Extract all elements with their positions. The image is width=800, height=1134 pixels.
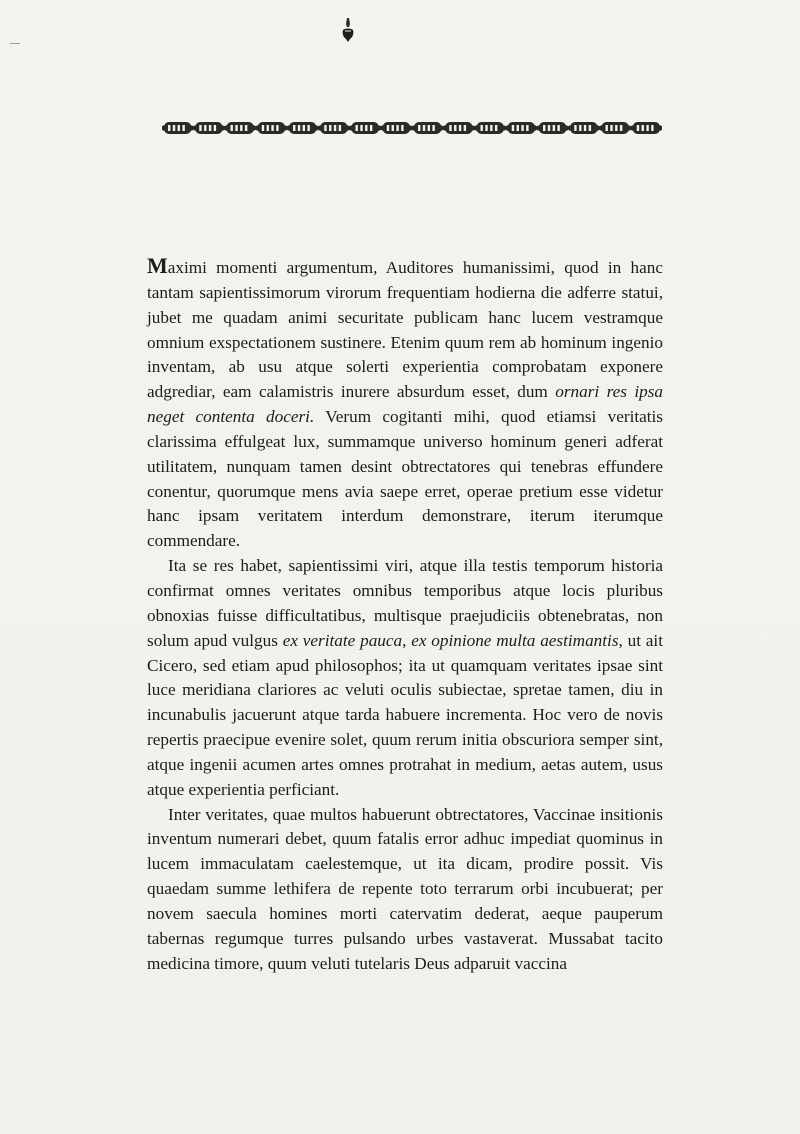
- ornament-fleuron: [505, 122, 537, 134]
- ornament-fleuron: [536, 122, 568, 134]
- ornament-fleuron: [380, 122, 412, 134]
- text-run: Verum cogitanti mihi, quod etiamsi veritatis clarissima effulgeat lux, summamque universo hominum generi adferat utilitatem, nunquam tamen desint obtrectatores qui tenebras effundere conentur, quorumque mens avia saepe erret, operae pretium esse videtur hanc ipsam veritatem interdum demonstrare, iterum iterumque commendare.: [147, 407, 663, 551]
- body-text: [147, 253, 664, 976]
- text-run: aximi momenti argumentum, Auditores humanissimi, quod in hanc tantam sapientissimorum virorum frequentiam hodierna die adferre statui, jubet me quadam animi securitate publicam hanc lucem vestramque omnium exspectationem sustinere. Etenim quum rem ab hominum ingenio inventam, ab usu atque solerti experientia comprobatam exponere adgrediar, eam calamistris inurere absurdum esset, dum: [147, 258, 663, 402]
- printers-ornament-band: [162, 118, 662, 138]
- paragraph: [147, 803, 663, 977]
- margin-mark: [10, 43, 20, 44]
- paragraph: [147, 554, 663, 802]
- ornament-fleuron: [599, 122, 631, 134]
- ornament-fleuron: [568, 122, 600, 134]
- text-run: ut ait Cicero, sed etiam apud philosophos; ita ut quamquam veritates ipsae sint luce meridiana clariores ac veluti oculis subiectae, spretae tamen, diu in incunabulis jacuerunt atque tarda habuere incrementa. Hoc vero de novis repertis praecipue evenire solet, quum rerum initia obscuriora semper sint, atque ingenii acumen artes omnes protrahat in medium, aetas autem, usus atque experientia perficiant.: [147, 630, 663, 799]
- ornament-fleuron: [162, 122, 194, 134]
- text-run: Ita se res habet, sapientissimi viri, atque illa testis temporum historia confirmat omnes veritates omnibus temporibus atque locis pluribus obnoxias fuisse difficultatibus, multisque praejudiciis obtenebratas, non solum apud vulgus: [147, 556, 663, 650]
- ink-blot-mark: [341, 18, 355, 42]
- ornament-fleuron: [193, 122, 225, 134]
- italic-quotation: ex veritate pauca, ex opinione multa aestimantis,: [282, 630, 623, 650]
- paragraph: [147, 253, 664, 554]
- ornament-fleuron: [443, 122, 475, 134]
- ornament-fleuron: [255, 122, 287, 134]
- ornament-fleuron: [630, 122, 662, 134]
- initial-capital: M: [147, 253, 168, 278]
- ornament-fleuron: [349, 122, 381, 134]
- ornament-fleuron: [286, 122, 318, 134]
- text-run: Inter veritates, quae multos habuerunt obtrectatores, Vaccinae insitionis inventum numerari debet, quum fatalis error adhuc impediat quominus in lucem immaculatam caelestemque, ut ita dicam, prodire possit. Vis quaedam summe lethifera de repente toto terrarum orbi incubuerat; per novem saecula homines morti catervatim dederat, aeque pauperum tabernas regumque turres pulsando urbes vastaverat. Mussabat tacito medicina timore, quum veluti tutelaris Deus adparuit vaccina: [147, 804, 663, 973]
- italic-quotation: ornari res ipsa neget contenta doceri.: [147, 382, 664, 427]
- ornament-fleuron: [318, 122, 350, 134]
- ornament-fleuron: [474, 122, 506, 134]
- ornament-fleuron: [224, 122, 256, 134]
- ornament-fleuron: [411, 122, 443, 134]
